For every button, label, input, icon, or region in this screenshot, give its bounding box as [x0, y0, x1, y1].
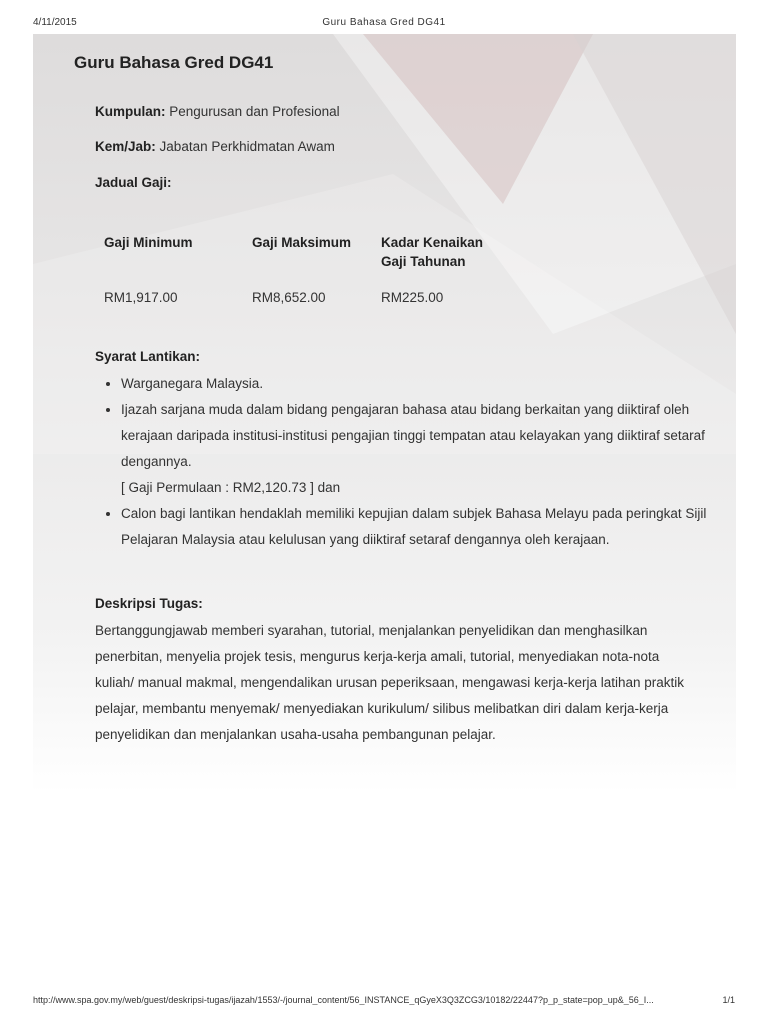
kumpulan-value: Pengurusan dan Profesional: [169, 104, 340, 119]
print-page-number: 1/1: [722, 995, 735, 1005]
syarat-item: • Calon bagi lantikan hendaklah memiliki kepujian dalam subjek Bahasa Melayu pada peringkat Sijil Pelajaran Malaysia atau kelulusan yang diiktiraf setaraf dengannya oleh kerajaan.: [121, 501, 721, 553]
syarat-item: • Warganegara Malaysia.: [121, 371, 721, 397]
kumpulan-row: [95, 104, 340, 119]
syarat-list: [95, 371, 721, 553]
gaji-permulaan-note: [ Gaji Permulaan : RM2,120.73 ] dan: [121, 480, 341, 495]
print-header-title: Guru Bahasa Gred DG41: [322, 17, 446, 28]
header-gaji-minimum: Gaji Minimum: [104, 235, 193, 250]
syarat-item: [121, 397, 721, 501]
jadual-gaji-label: Jadual Gaji:: [95, 175, 172, 190]
syarat-item-text: Ijazah sarjana muda dalam bidang pengajaran bahasa atau bidang berkaitan yang diiktiraf oleh kerajaan daripada institusi-institusi pengajian tinggi tempatan atau kelayakan yang diiktiraf setaraf dengannya.: [121, 402, 705, 469]
header-kadar-kenaikan-line1: Kadar Kenaikan: [381, 235, 484, 250]
header-gaji-maksimum: Gaji Maksimum: [252, 235, 352, 250]
header-kadar-kenaikan-line2: Gaji Tahunan: [381, 254, 466, 269]
deskripsi-tugas-label: Deskripsi Tugas:: [95, 596, 203, 611]
kemjab-label: Kem/Jab:: [95, 139, 156, 154]
kemjab-value: Jabatan Perkhidmatan Awam: [159, 139, 335, 154]
kumpulan-label: Kumpulan:: [95, 104, 166, 119]
job-description-panel: [33, 34, 736, 794]
deskripsi-tugas-text: Bertanggungjawab memberi syarahan, tutorial, menjalankan penyelidikan dan menghasilkan penerbitan, menyelia projek tesis, mengurus kerja-kerja amali, tutorial, menyediakan nota-nota kuliah/ manual makmal, mengendalikan urusan peperiksaan, mengawasi kerja-kerja latihan praktik pelajar, membantu menyemak/ menyediakan kurikulum/ silibus melibatkan diri dalam kerja-kerja penyelidikan dan menjalankan usaha-usaha pembangunan pelajar.: [95, 623, 685, 742]
value-kadar-kenaikan: RM225.00: [381, 290, 444, 305]
value-gaji-maksimum: RM8,652.00: [252, 290, 326, 305]
value-gaji-minimum: RM1,917.00: [104, 290, 178, 305]
print-footer-url: http://www.spa.gov.my/web/guest/deskripsi-tugas/ijazah/1553/-/journal_content/56_INSTANCE_qGyeX3Q3ZCG3/10182/22447?p_p_state=pop_up&_56_I...: [33, 995, 654, 1005]
syarat-lantikan-label: Syarat Lantikan:: [95, 349, 201, 364]
header-kadar-kenaikan: [381, 233, 483, 271]
kemjab-row: [95, 139, 335, 154]
page-title: Guru Bahasa Gred DG41: [74, 53, 274, 72]
print-date: 4/11/2015: [33, 17, 77, 28]
